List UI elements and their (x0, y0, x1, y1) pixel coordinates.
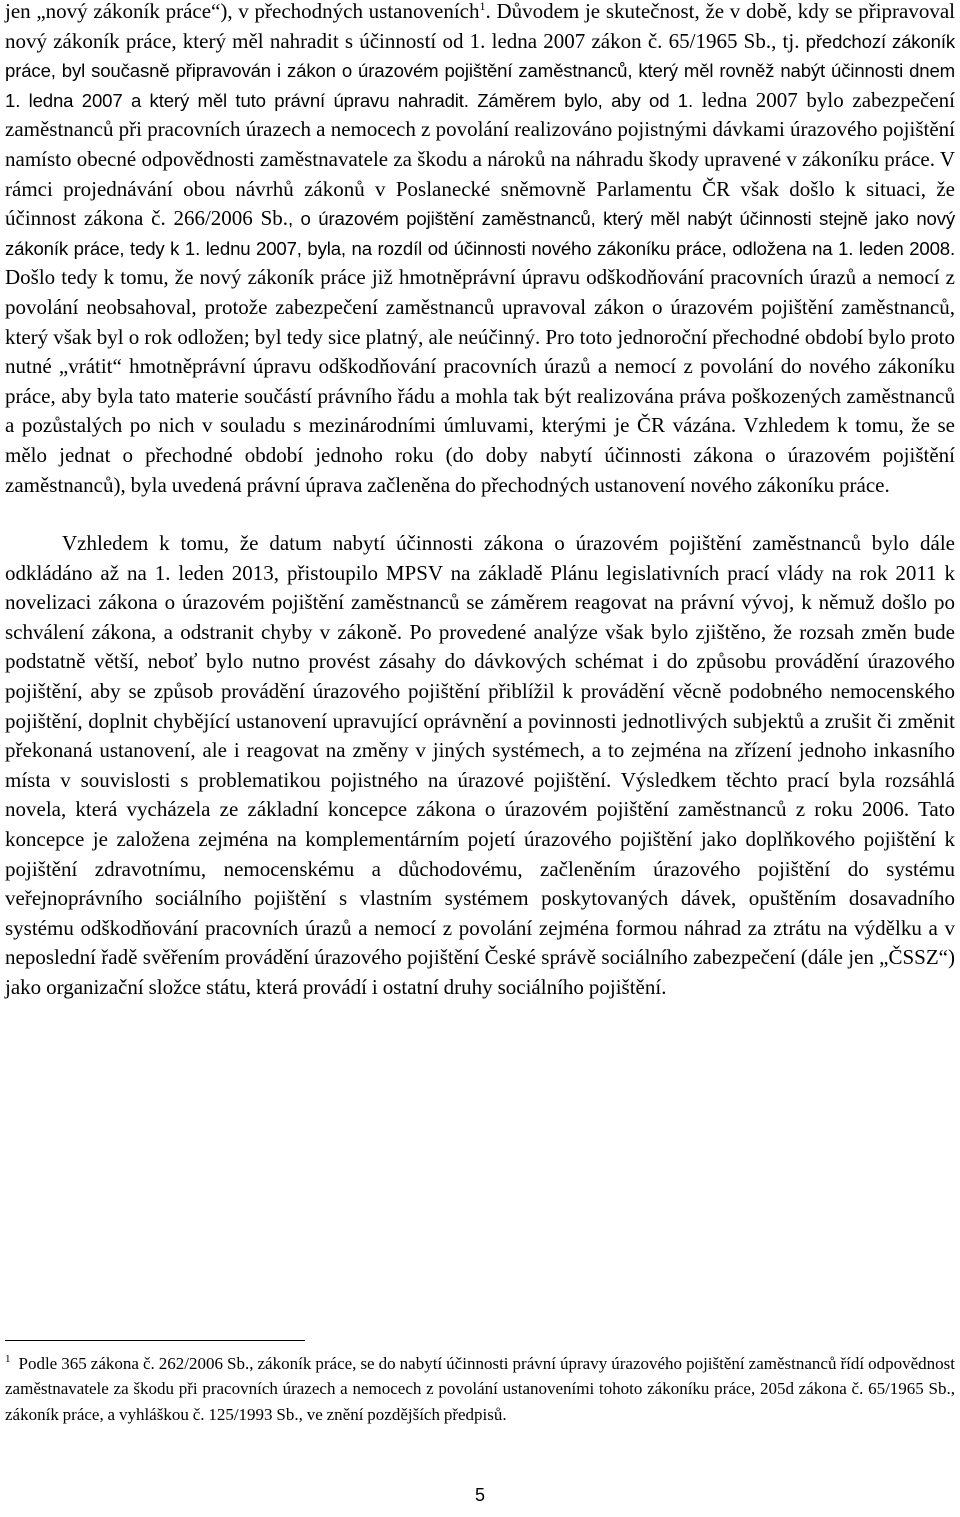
p1-sentence-6: Pro toto jednoroční přechodné období bylo proto nutné „vrátit“ hmotněprávní úpravu odškodňování pracovních úrazů a nemocí z povolání do nového zákoníku práce, aby byla tato materie součástí právního řádu a mohla tak být realizována práva poškozených zaměstnanců a pozůstalých po nich v souladu s mezinárodními úmluvami, kterými je ČR vázána. (5, 324, 955, 438)
p1-sentence-2: předchozí zákoník práce, byl současně připravován i zákon o úrazovém pojištění zaměstnanců, který měl rovněž nabýt účinnosti dnem 1. ledna 2007 a který měl tuto právní úpravu nahradit. Záměrem bylo, aby od 1. (5, 30, 955, 111)
paragraph-1 (5, 0, 955, 500)
footnote (5, 1351, 955, 1427)
p1-sentence-5: Došlo tedy k tomu, že nový zákoník práce již hmotněprávní úpravu odškodňování pracovních úrazů a nemocí z povolání neobsahoval, protože zabezpečení zaměstnanců upravoval zákon o úrazovém pojištění zaměstnanců, který však byl o rok odložen; byl tedy sice platný, ale neúčinný. (5, 265, 955, 349)
p2-sentence-1: Vzhledem k tomu, že datum nabytí účinnosti zákona o úrazovém pojištění zaměstnanců bylo dále odkládáno až na 1. leden 2013, přistoupilo MPSV na základě Plánu legislativních prací vlády na rok 2011 k novelizaci zákona o úrazovém pojištění zaměstnanců se záměrem reagovat na právní vývoj, k němuž došlo po schválení zákona, a odstranit chyby v zákoně. (5, 531, 955, 644)
p2-sentence-3: Výsledkem těchto prací byla rozsáhlá novela, která vycházela ze základní koncepce zákona o úrazovém pojištění zaměstnanců z roku 2006. (5, 767, 955, 822)
footnote-marker: 1 (5, 1353, 11, 1366)
p2-sentence-2: Po provedené analýze však bylo zjištěno, že rozsah změn bude podstatně větší, neboť bylo nutno provést zásahy do dávkových schémat i do způsobu provádění úrazového pojištění, aby se způsob provádění úrazového pojištění přiblížil k provádění věcně podobného nemocenského pojištění, doplnit chybějící ustanovení upravující oprávnění a povinnosti jednotlivých subjektů a zrušit či změnit překonaná ustanovení, ale i reagovat na změny v jiných systémech, a to zejména na zřízení jednoho inkasního místa v souvislosti s problematikou pojistného na úrazové pojištění. (5, 619, 955, 792)
page-number: 5 (474, 1485, 485, 1505)
paragraph-2 (5, 529, 955, 1003)
footnote-separator (5, 1340, 305, 1341)
footnote-text: Podle 365 zákona č. 262/2006 Sb., zákoník práce, se do nabytí účinnosti právní úpravy úrazového pojištění zaměstnanců řídí odpovědnost zaměstnavatele za škodu při pracovních úrazech a nemocech z povolání ustanoveními tohoto zákoníku práce, 205d zákona č. 65/1965 Sb., zákoník práce, a vyhláškou č. 125/1993 Sb., ve znění pozdějších předpisů. (5, 1354, 955, 1424)
p1-sentence-1b: . Důvodem je skutečnost, že v době, kdy se připravoval nový zákoník práce, který měl nahradit s účinností od 1. ledna 2007 zákon č. 65/1965 Sb., tj. (5, 0, 955, 53)
p1-sentence-7: Vzhledem k tomu, že se mělo jednat o přechodné období jednoho roku (do doby nabytí účinnosti zákona o úrazovém pojištění zaměstnanců), byla uvedená právní úprava začleněna do přechodných ustanovení nového zákoníku práce. (5, 413, 956, 497)
footnote-reference[interactable]: 1 (479, 0, 486, 13)
p1-sentence-4: , o úrazovém pojištění zaměstnanců, který měl nabýt účinnosti stejně jako nový zákoník práce, tedy k 1. lednu 2007, byla, na rozdíl od účinnosti nového zákoníku práce, odložena na 1. leden 2008. (5, 208, 956, 259)
document-page (5, 0, 955, 1003)
p2-sentence-4: Tato koncepce je založena zejména na komplementárním pojetí úrazového pojištění jako doplňkového pojištění k pojištění zdravotnímu, nemocenskému a důchodovému, začleněním úrazového pojištění do systému veřejnoprávního sociálního pojištění s vlastním systémem poskytovaných dávek, opuštěním dosavadního systému odškodňování pracovních úrazů a nemocí z povolání zejména formou náhrad za ztrátu na výdělku a v neposlední řadě svěřením provádění úrazového pojištění České správě sociálního zabezpečení (dále jen „ČSSZ“) jako organizační složce státu, která provádí i ostatní druhy sociálního pojištění. (5, 797, 955, 999)
p1-sentence-1a: jen „nový zákoník práce“), v přechodných ustanoveních (5, 0, 480, 23)
p1-sentence-3: ledna 2007 bylo zabezpečení zaměstnanců při pracovních úrazech a nemocech z povolání realizováno pojistnými dávkami úrazového pojištění namísto obecné odpovědnosti zaměstnavatele za škodu a nároků na náhradu škody upravené v zákoníku práce. V rámci projednávání obou návrhů zákonů v Poslanecké sněmovně Parlamentu ČR však došlo k situaci, že účinnost zákona č. 266/2006 Sb. (5, 87, 955, 231)
